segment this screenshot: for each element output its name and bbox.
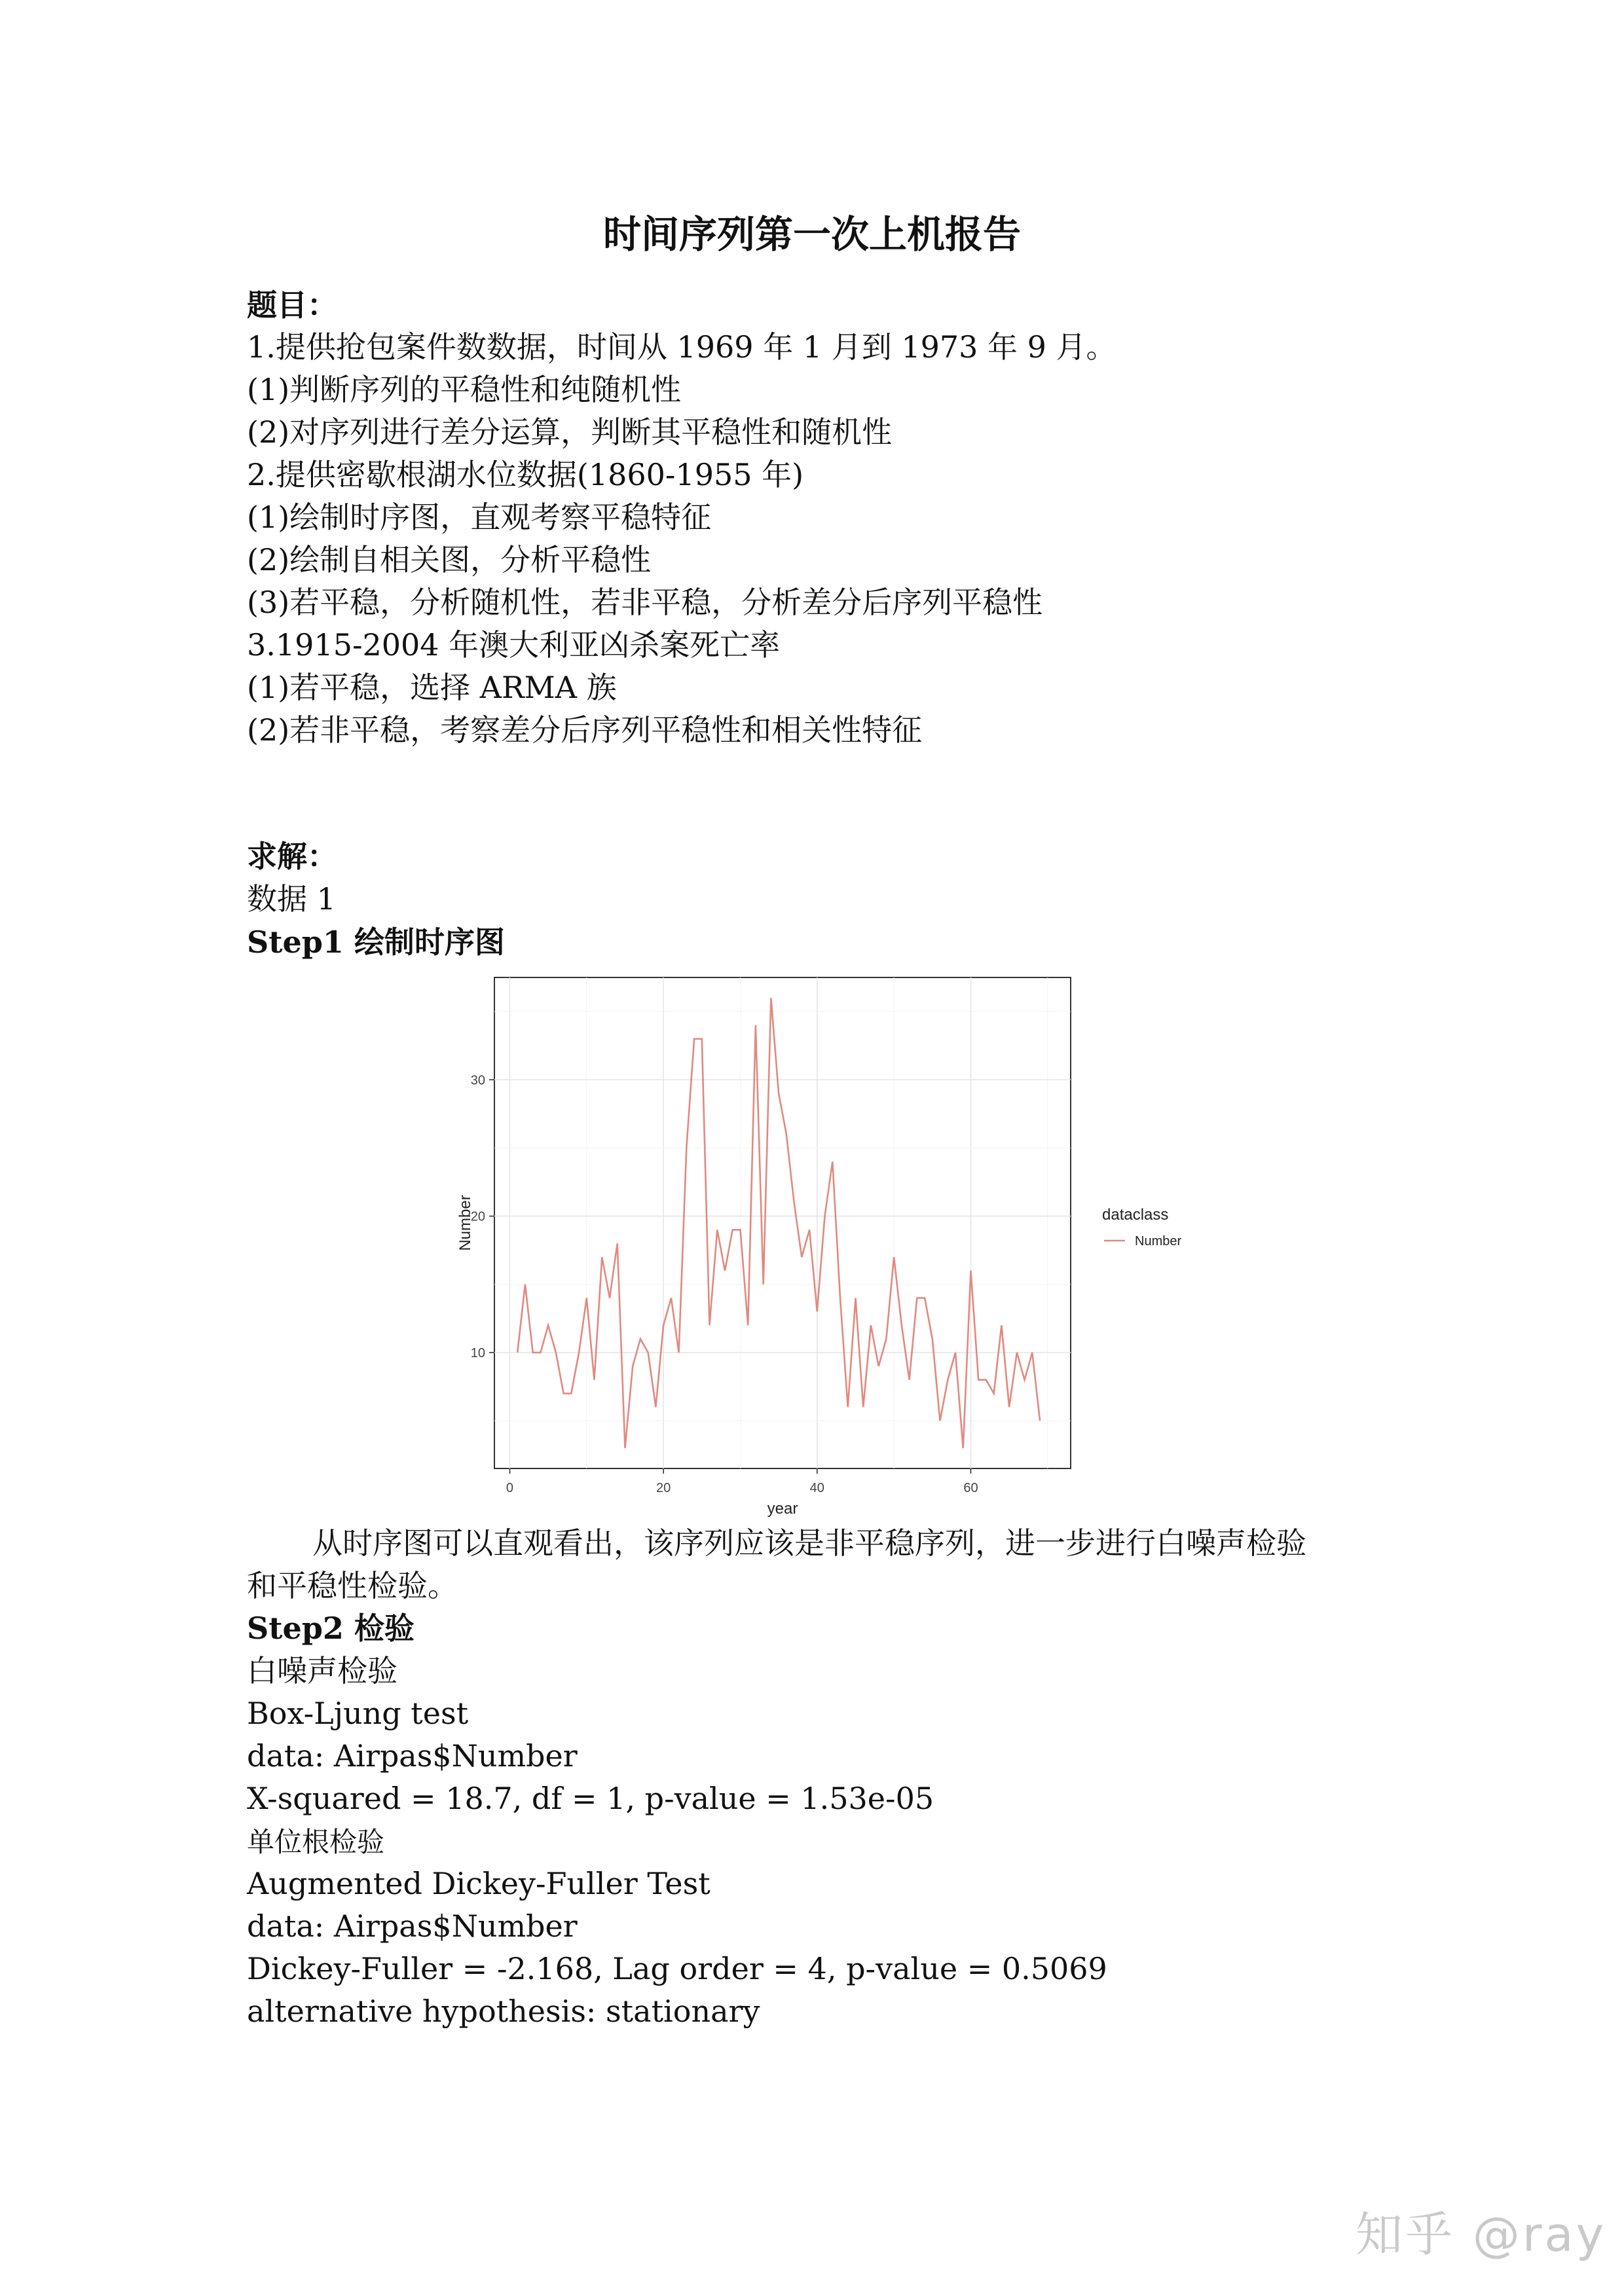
problem-line: (1)判断序列的平稳性和纯随机性 xyxy=(247,372,682,407)
time-series-chart xyxy=(452,969,1225,1518)
analysis-paragraph-line1: 从时序图可以直观看出，该序列应该是非平稳序列，进一步进行白噪声检验 xyxy=(312,1525,1306,1561)
problem-line: (1)绘制时序图，直观考察平稳特征 xyxy=(247,500,712,535)
x-tick-label: 60 xyxy=(963,1481,978,1495)
x-tick-label: 20 xyxy=(656,1481,671,1495)
problem-line: 3.1915-2004 年澳大利亚凶杀案死亡率 xyxy=(247,627,781,663)
box-test-title: Box-Ljung test xyxy=(247,1696,469,1731)
chart-svg xyxy=(452,969,1225,1518)
plot-panel xyxy=(494,977,1071,1468)
problem-heading: 题目： xyxy=(247,287,337,323)
data-label: 数据 1 xyxy=(247,881,336,917)
x-axis xyxy=(506,1468,978,1495)
document-title: 时间序列第一次上机报告 xyxy=(602,212,1021,257)
problem-line: (1)若平稳，选择 ARMA 族 xyxy=(247,670,617,705)
problem-line: (2)对序列进行差分运算，判断其平稳性和随机性 xyxy=(247,414,893,450)
y-axis-label: Number xyxy=(456,1195,474,1251)
y-axis xyxy=(471,1073,494,1360)
problem-line: (2)绘制自相关图，分析平稳性 xyxy=(247,542,652,577)
watermark-text: 知乎 @ray xyxy=(1356,2207,1607,2262)
legend-title: dataclass xyxy=(1102,1206,1169,1224)
legend-label: Number xyxy=(1135,1234,1182,1248)
problem-line: 2.提供密歇根湖水位数据(1860-1955 年) xyxy=(247,457,804,492)
box-test-result: X-squared = 18.7, df = 1, p-value = 1.53e-05 xyxy=(247,1781,934,1816)
y-tick-label: 30 xyxy=(470,1073,485,1088)
box-test-data: data: Airpas$Number xyxy=(247,1738,578,1774)
adf-alternative: alternative hypothesis: stationary xyxy=(247,1994,760,2029)
step2-heading: Step2 检验 xyxy=(247,1611,415,1646)
adf-test-result: Dickey-Fuller = -2.168, Lag order = 4, p-value = 0.5069 xyxy=(247,1951,1107,1986)
x-tick-label: 40 xyxy=(809,1481,824,1495)
y-tick-label: 20 xyxy=(470,1209,485,1224)
x-axis-label: year xyxy=(767,1500,798,1518)
step1-heading: Step1 绘制时序图 xyxy=(247,924,505,960)
white-noise-label: 白噪声检验 xyxy=(247,1653,397,1688)
unit-root-label: 单位根检验 xyxy=(247,1826,385,1858)
adf-test-title: Augmented Dickey-Fuller Test xyxy=(247,1866,710,1901)
problem-line: (2)若非平稳，考察差分后序列平稳性和相关性特征 xyxy=(247,712,923,748)
y-tick-label: 10 xyxy=(470,1345,485,1360)
problem-line: 1.提供抢包案件数数据，时间从 1969 年 1 月到 1973 年 9 月。 xyxy=(247,329,1116,365)
adf-test-data: data: Airpas$Number xyxy=(247,1908,578,1944)
solution-heading: 求解： xyxy=(247,839,337,874)
x-tick-label: 0 xyxy=(506,1481,514,1495)
problem-line: (3)若平稳，分析随机性，若非平稳，分析差分后序列平稳性 xyxy=(247,585,1043,620)
analysis-paragraph-line2: 和平稳性检验。 xyxy=(247,1568,458,1603)
